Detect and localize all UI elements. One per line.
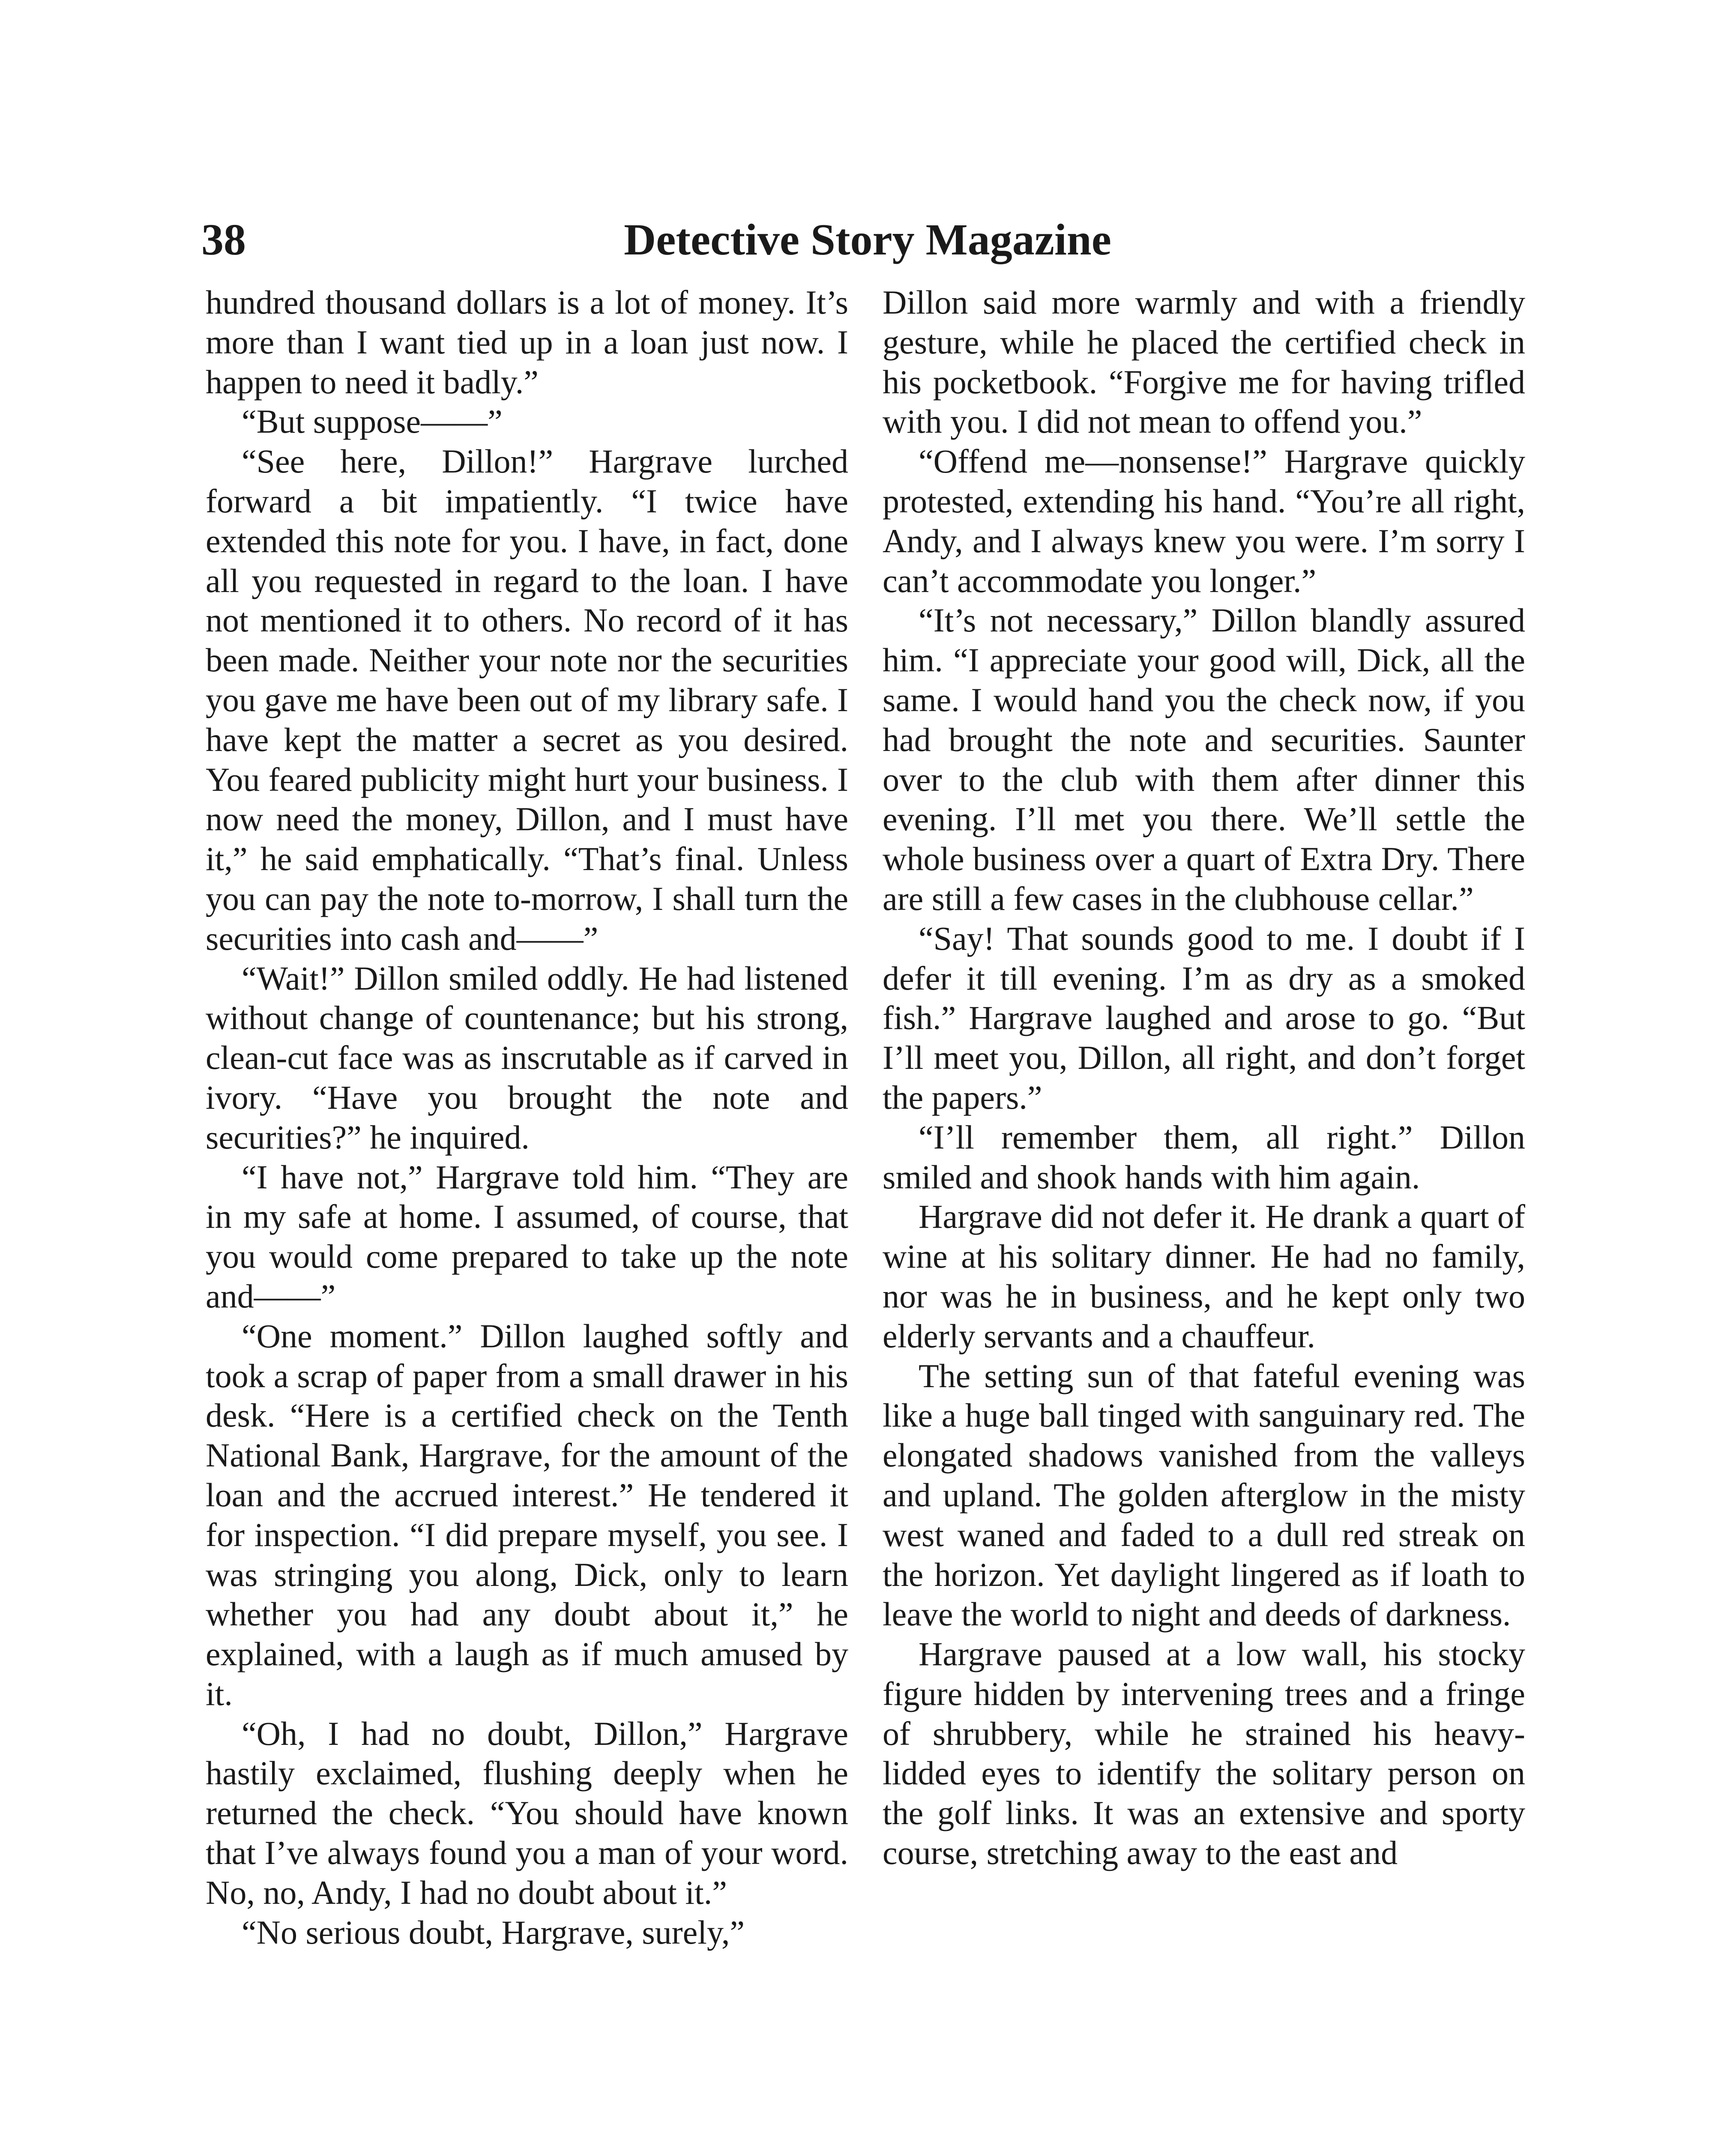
page-header bbox=[201, 210, 1534, 270]
left-column bbox=[206, 283, 848, 1952]
paragraph: “But suppose——” bbox=[242, 403, 503, 440]
paragraph: “I’ll remember them, all right.” Dillon smiled and shook hands with him again. bbox=[883, 1118, 1525, 1196]
paragraph: The setting sun of that fateful evening was like a huge ball tinged with sanguinary red. The elongated shadows vanished from the valleys and upland. The golden afterglow in the misty west waned and faded to a dull red streak on the horizon. Yet daylight lingered as if loath to leave the world to night and deeds of darkness. bbox=[883, 1357, 1525, 1633]
paragraph: “Say! That sounds good to me. I doubt if I defer it till evening. I’m as dry as a smoked fish.” Hargrave laughed and arose to go. “But I’ll meet you, Dillon, all right, and don’t forget the papers.” bbox=[883, 919, 1525, 1116]
paragraph: “I have not,” Hargrave told him. “They are in my safe at home. I assumed, of course, that you would come prepared to take up the note and——” bbox=[206, 1158, 848, 1315]
paragraph: Dillon said more warmly and with a friendly gesture, while he placed the certified check in his pocketbook. “Forgive me for having trifled with you. I did not mean to offend you.” bbox=[883, 284, 1525, 440]
paragraph: hundred thousand dollars is a lot of money. It’s more than I want tied up in a loan just now. I happen to need it badly.” bbox=[206, 284, 848, 401]
page-number: 38 bbox=[201, 215, 246, 264]
paragraph: “No serious doubt, Hargrave, surely,” bbox=[242, 1913, 745, 1951]
paragraph: “Offend me—nonsense!” Hargrave quickly protested, extending his hand. “You’re all right, Andy, and I always knew you were. I’m sorry I can’t accommodate you longer.” bbox=[883, 443, 1525, 599]
paragraph: “Oh, I had no doubt, Dillon,” Hargrave hastily exclaimed, flushing deeply when he returned the check. “You should have known that I’ve always found you a man of your word. No, no, Andy, I had no doubt about it.” bbox=[206, 1714, 848, 1911]
right-column bbox=[883, 283, 1525, 1873]
paragraph: “One moment.” Dillon laughed softly and took a scrap of paper from a small drawer in his desk. “Here is a certified check on the Tenth National Bank, Hargrave, for the amount of the loan and the accrued interest.” He tendered it for inspection. “I did prepare myself, you see. I was stringing you along, Dick, only to learn whether you had any doubt about it,” he explained, with a laugh as if much amused by it. bbox=[206, 1317, 848, 1712]
paragraph: “It’s not necessary,” Dillon blandly assured him. “I appreciate your good will, Dick, all the same. I would hand you the check now, if you had brought the note and securities. Saunter over to the club with them after dinner this evening. I’ll met you there. We’ll settle the whole business over a quart of Extra Dry. There are still a few cases in the clubhouse cellar.” bbox=[883, 601, 1525, 917]
magazine-title: Detective Story Magazine bbox=[624, 215, 1111, 264]
paragraph: Hargrave paused at a low wall, his stocky figure hidden by intervening trees and a fringe of shrubbery, while he strained his heavy-lidded eyes to identify the solitary person on the golf links. It was an extensive and sporty course, stretching away to the east and bbox=[883, 1635, 1525, 1872]
paragraph: Hargrave did not defer it. He drank a quart of wine at his solitary dinner. He had no family, nor was he in business, and he kept only two elderly servants and a chauffeur. bbox=[883, 1198, 1525, 1355]
paragraph: “Wait!” Dillon smiled oddly. He had listened without change of countenance; but his strong, clean-cut face was as inscrutable as if carved in ivory. “Have you brought the note and securities?” he inquired. bbox=[206, 959, 848, 1156]
paragraph: “See here, Dillon!” Hargrave lurched forward a bit impatiently. “I twice have extended this note for you. I have, in fact, done all you requested in regard to the loan. I have not mentioned it to others. No record of it has been made. Neither your note nor the securities you gave me have been out of my library safe. I have kept the matter a secret as you desired. You feared publicity might hurt your business. I now need the money, Dillon, and I must have it,” he said emphatically. “That’s final. Unless you can pay the note to-morrow, I shall turn the securities into cash and——” bbox=[206, 443, 848, 957]
